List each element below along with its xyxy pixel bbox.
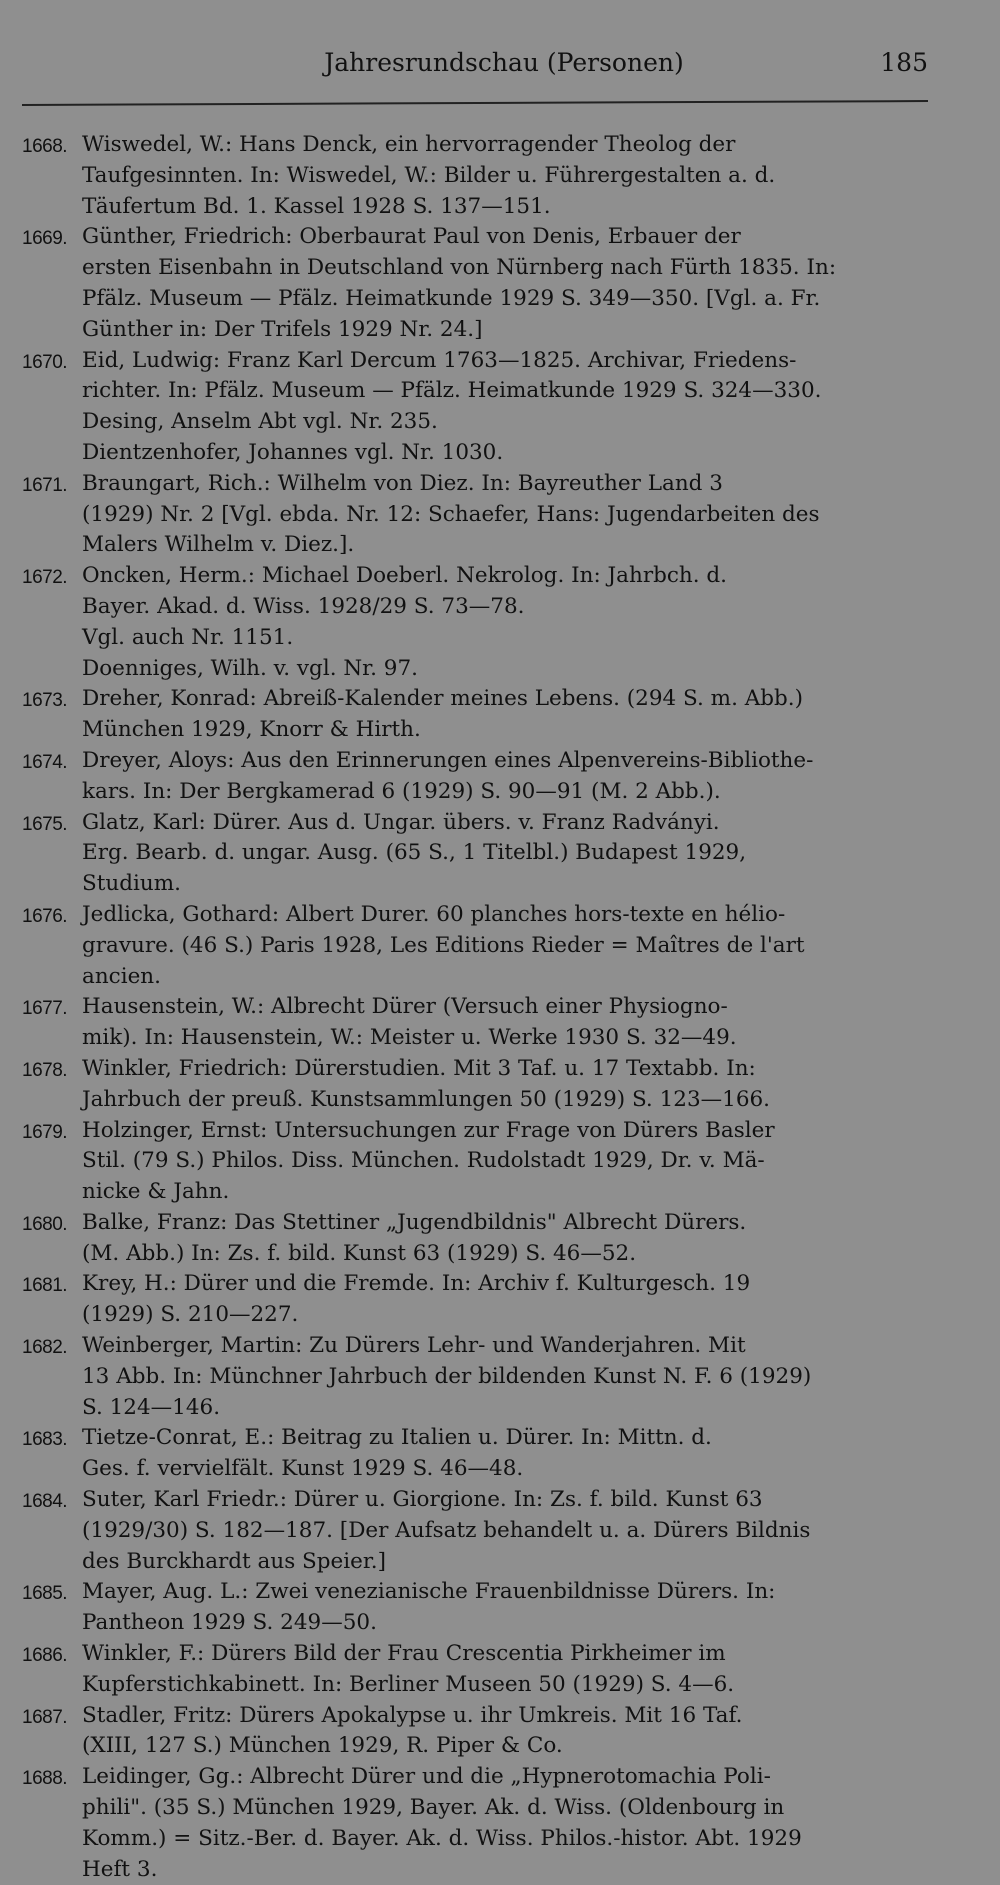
bibliography-entry [22, 1116, 928, 1208]
entry-number: 1668. [22, 136, 68, 157]
bibliography-entry [22, 1269, 928, 1331]
running-head [80, 48, 928, 88]
entry-number: 1687. [22, 1706, 68, 1728]
entry-text: Jedlicka, Gothard: Albert Durer. 60 planches hors-texte en hélio- gravure. (46 S.) Paris 1928, Les Editions Rieder = Maîtres de l'art ancien. [82, 901, 805, 989]
entry-text: Suter, Karl Friedr.: Dürer u. Giorgione. In: Zs. f. bild. Kunst 63 (1929/30) S. 182—187. [Der Aufsatz behandelt u. a. Dürers Bildnis des Burckhardt aus Speier.] [82, 1487, 811, 1574]
entry-text: Balke, Franz: Das Stettiner „Jugendbildnis" Albrecht Dürers. (M. Abb.) In: Zs. f. bild. Kunst 63 (1929) S. 46—52. [82, 1209, 747, 1266]
entry-number: 1672. [22, 567, 68, 589]
entry-text: Stadler, Fritz: Dürers Apokalypse u. ihr Umkreis. Mit 16 Taf. (XIII, 127 S.) München 1929, R. Piper & Co. [82, 1702, 743, 1759]
bibliography-entry [22, 1577, 928, 1639]
entry-number: 1673. [22, 690, 68, 712]
running-head-title: Jahresrundschau (Personen) [324, 48, 684, 77]
bibliography-entry [22, 900, 928, 992]
bibliography-entry [22, 746, 928, 808]
entry-number: 1674. [22, 751, 68, 773]
bibliography-entries [22, 130, 928, 1885]
entry-text: Eid, Ludwig: Franz Karl Dercum 1763—1825. Archivar, Friedens- richter. In: Pfälz. Museum — Pfälz. Heimatkunde 1929 S. 324—330. Desing, Anselm Abt vgl. Nr. 235. Dientzenhofer, Johannes vgl. Nr. 1030. [82, 347, 822, 465]
entry-number: 1678. [22, 1059, 68, 1081]
entry-text: Dreyer, Aloys: Aus den Erinnerungen eines Alpenvereins-Bibliothe- kars. In: Der Bergkamerad 6 (1929) S. 90—91 (M. 2 Abb.). [82, 747, 814, 804]
entry-number: 1688. [22, 1768, 68, 1790]
bibliography-entry [22, 1423, 928, 1485]
bibliography-entry [22, 1208, 928, 1270]
entry-text: Weinberger, Martin: Zu Dürers Lehr- und Wanderjahren. Mit 13 Abb. In: Münchner Jahrbuch der bildenden Kunst N. F. 6 (1929) S. 124—146. [82, 1333, 812, 1420]
entry-number: 1684. [22, 1491, 68, 1513]
entry-number: 1675. [22, 813, 68, 835]
entry-text: Winkler, F.: Dürers Bild der Frau Crescentia Pirkheimer im Kupferstichkabinett. In: Berliner Museen 50 (1929) S. 4—6. [82, 1641, 735, 1697]
entry-number: 1682. [22, 1337, 68, 1359]
bibliography-entry [22, 808, 928, 900]
bibliography-entry [22, 130, 928, 222]
entry-text: Krey, H.: Dürer und die Fremde. In: Archiv f. Kulturgesch. 19 (1929) S. 210—227. [82, 1271, 751, 1328]
entry-text: Glatz, Karl: Dürer. Aus d. Ungar. übers. v. Franz Radványi. Erg. Bearb. d. ungar. Ausg. (65 S., 1 Titelbl.) Budapest 1929, Studium. [82, 809, 747, 897]
entry-number: 1686. [22, 1645, 68, 1667]
entry-text: Tietze-Conrat, E.: Beitrag zu Italien u. Dürer. In: Mittn. d. Ges. f. vervielfält. Kunst 1929 S. 46—48. [82, 1425, 712, 1482]
entry-text: Mayer, Aug. L.: Zwei venezianische Frauenbildnisse Dürers. In: Pantheon 1929 S. 249—50. [82, 1579, 776, 1636]
bibliography-entry [22, 1054, 928, 1116]
entry-text: Wiswedel, W.: Hans Denck, ein hervorragender Theolog der Taufgesinnten. In: Wiswedel, W.: Bilder u. Führergestalten a. d. Täufertum Bd. 1. Kassel 1928 S. 137—151. [82, 132, 776, 219]
header-rule [22, 100, 928, 106]
entry-number: 1679. [22, 1121, 68, 1143]
bibliography-entry [22, 1331, 928, 1423]
bibliography-entry [22, 1639, 928, 1701]
entry-text: Holzinger, Ernst: Untersuchungen zur Frage von Dürers Basler Stil. (79 S.) Philos. Diss. München. Rudolstadt 1929, Dr. v. Mä- nicke & Jahn. [82, 1117, 775, 1205]
entry-text: Leidinger, Gg.: Albrecht Dürer und die „Hypnerotomachia Poli- phili". (35 S.) München 1929, Bayer. Ak. d. Wiss. (Oldenbourg in Komm.) = Sitz.-Ber. d. Bayer. Ak. d. Wiss. Philos.-histor. Abt. 1929 Heft 3. [82, 1764, 802, 1882]
bibliography-entry [22, 469, 928, 561]
entry-number: 1671. [22, 474, 68, 496]
entry-text: Günther, Friedrich: Oberbaurat Paul von Denis, Erbauer der ersten Eisenbahn in Deutschland von Nürnberg nach Fürth 1835. In: Pfälz. Museum — Pfälz. Heimatkunde 1929 S. 349—350. [Vgl. a. Fr. Günther in: Der Trifels 1929 Nr. 24.] [82, 224, 837, 342]
entry-number: 1681. [22, 1275, 68, 1297]
entry-text: Winkler, Friedrich: Dürerstudien. Mit 3 Taf. u. 17 Textabb. In: Jahrbuch der preuß. Kunstsammlungen 50 (1929) S. 123—166. [82, 1055, 771, 1112]
entry-text: Dreher, Konrad: Abreiß-Kalender meines Lebens. (294 S. m. Abb.) München 1929, Knorr & Hirth. [82, 686, 804, 743]
page-number: 185 [880, 48, 928, 77]
entry-number: 1683. [22, 1429, 68, 1451]
entry-number: 1685. [22, 1583, 68, 1605]
entry-text: Braungart, Rich.: Wilhelm von Diez. In: Bayreuther Land 3 (1929) Nr. 2 [Vgl. ebda. Nr. 12: Schaefer, Hans: Jugendarbeiten des Malers Wilhelm v. Diez.]. [82, 470, 820, 558]
bibliography-entry [22, 1762, 928, 1885]
entry-text: Oncken, Herm.: Michael Doeberl. Nekrolog. In: Jahrbch. d. Bayer. Akad. d. Wiss. 1928/29 S. 73—78. Vgl. auch Nr. 1151. Doenniges, Wilh. v. vgl. Nr. 97. [82, 563, 728, 681]
bibliography-entry [22, 1485, 928, 1577]
bibliography-entry [22, 346, 928, 469]
bibliography-entry [22, 1701, 928, 1763]
entry-number: 1670. [22, 351, 68, 373]
bibliography-entry [22, 992, 928, 1054]
entry-number: 1680. [22, 1213, 68, 1235]
bibliography-entry [22, 222, 928, 345]
entry-number: 1669. [22, 228, 68, 250]
bibliography-entry [22, 684, 928, 746]
bibliography-entry [22, 561, 928, 684]
entry-text: Hausenstein, W.: Albrecht Dürer (Versuch einer Physiogno- mik). In: Hausenstein, W.: Meister u. Werke 1930 S. 32—49. [82, 994, 737, 1051]
entry-number: 1677. [22, 998, 68, 1020]
entry-number: 1676. [22, 905, 68, 927]
